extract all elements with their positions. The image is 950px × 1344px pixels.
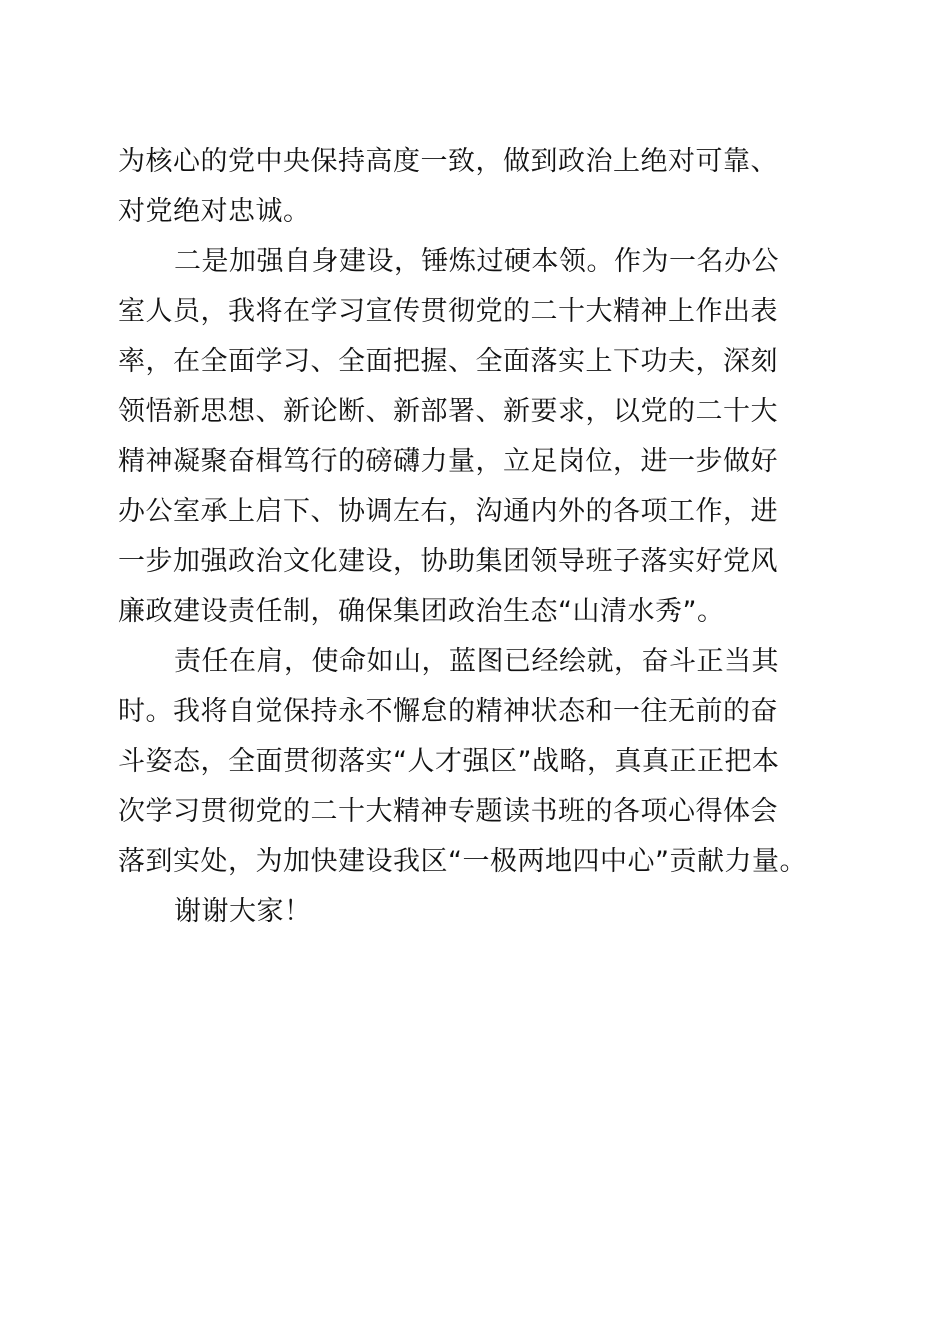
text-line: 办公室承上启下、协调左右，沟通内外的各项工作，进 (118, 496, 778, 527)
text-line: 室人员，我将在学习宣传贯彻党的二十大精神上作出表 (118, 296, 778, 327)
text-line: 率，在全面学习、全面把握、全面落实上下功夫，深刻 (118, 346, 778, 377)
paragraph-start-line: 责任在肩，使命如山，蓝图已经绘就，奋斗正当其 (174, 646, 779, 677)
text-line: 为核心的党中央保持高度一致，做到政治上绝对可靠、 (118, 146, 778, 177)
paragraph-start-line: 二是加强自身建设，锤炼过硬本领。作为一名办公 (174, 246, 779, 277)
text-line: 次学习贯彻党的二十大精神专题读书班的各项心得体会 (118, 796, 778, 827)
text-line: 时。我将自觉保持永不懈怠的精神状态和一往无前的奋 (118, 696, 778, 727)
closing-line: 谢谢大家！ (174, 896, 312, 927)
document-body (118, 137, 838, 937)
text-line: 领悟新思想、新论断、新部署、新要求，以党的二十大 (118, 396, 778, 427)
text-line: 落到实处，为加快建设我区“一极两地四中心”贡献力量。 (118, 846, 807, 877)
text-line: 斗姿态，全面贯彻落实“人才强区”战略，真真正正把本 (118, 746, 780, 777)
text-line: 对党绝对忠诚。 (118, 196, 311, 227)
text-line: 一步加强政治文化建设，协助集团领导班子落实好党风 (118, 546, 778, 577)
text-line: 精神凝聚奋楫笃行的磅礴力量，立足岗位，进一步做好 (118, 446, 778, 477)
text-line: 廉政建设责任制，确保集团政治生态“山清水秀”。 (118, 596, 725, 627)
